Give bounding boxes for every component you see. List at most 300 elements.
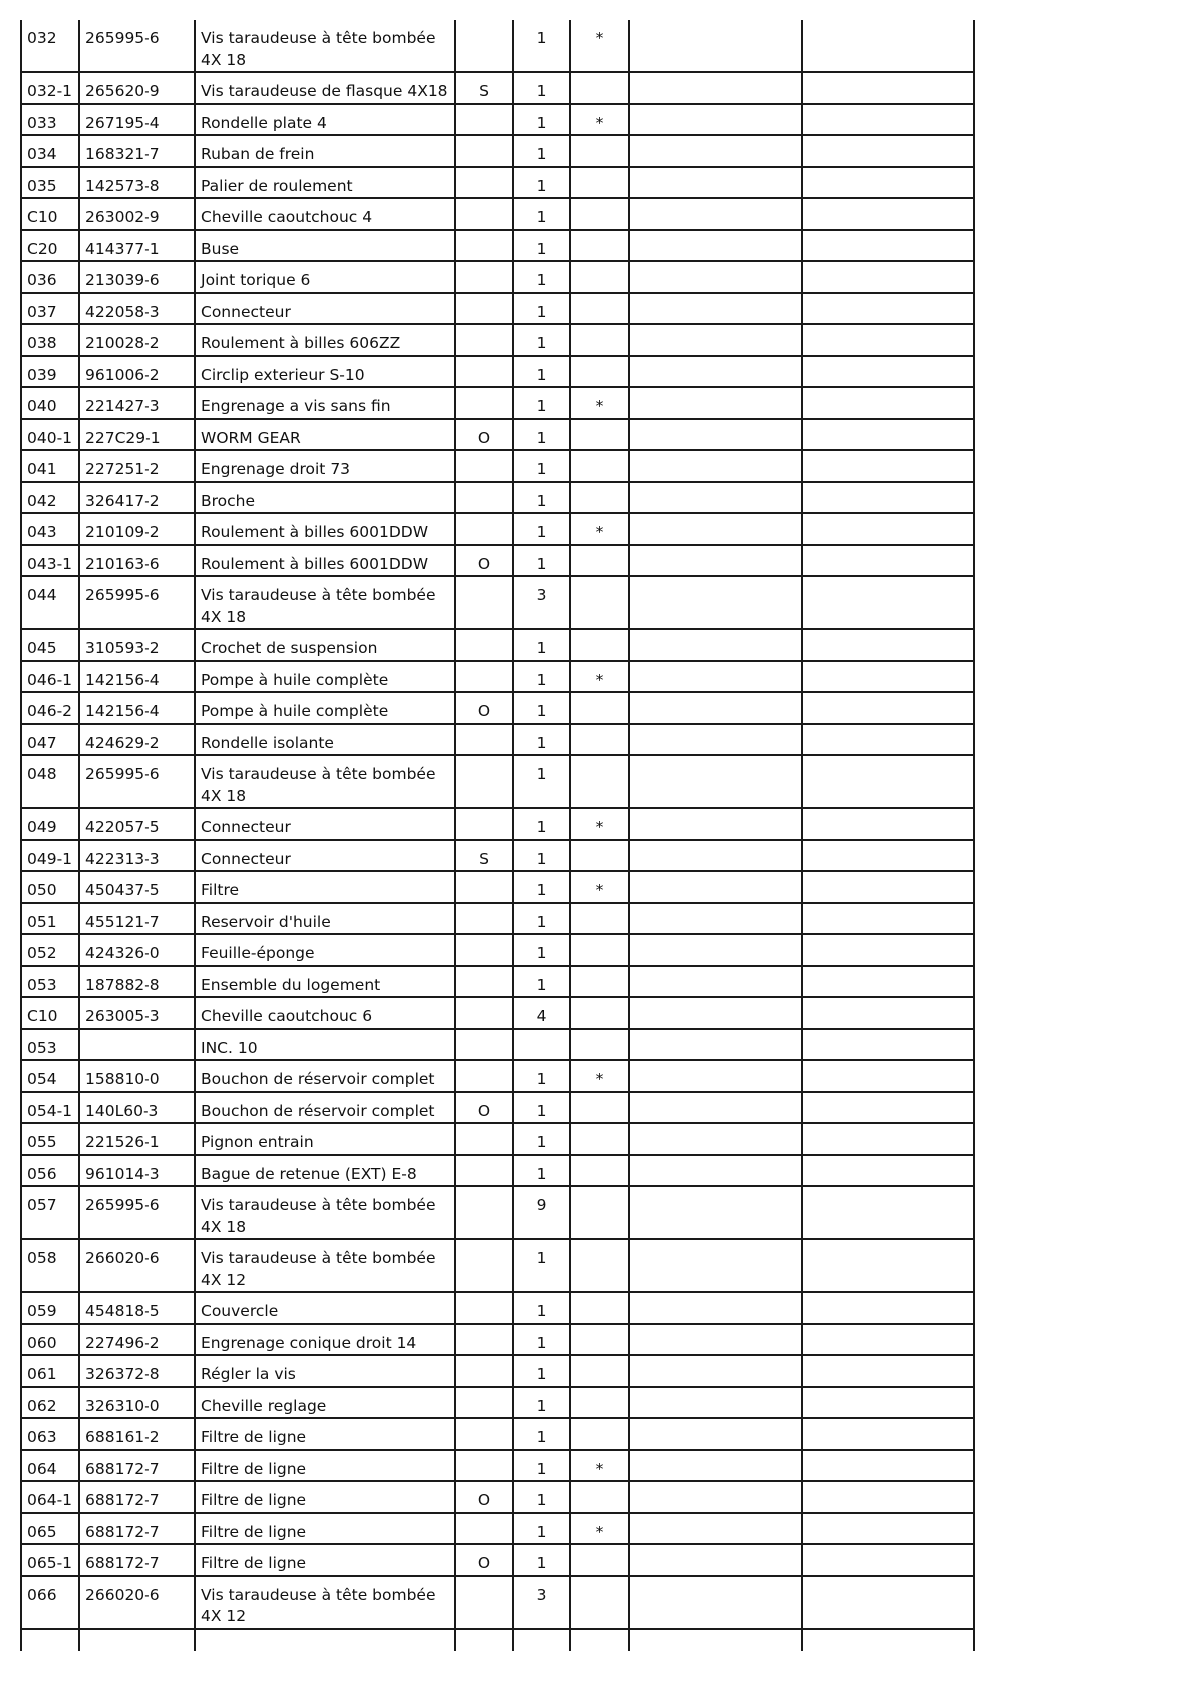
extra-2-cell [802,1239,974,1292]
table-row [21,1155,974,1187]
marker-cell [570,356,629,388]
table-row [21,871,974,903]
table-row [21,1387,974,1419]
marker-cell [570,966,629,998]
description-cell: Vis taraudeuse à tête bombée 4X 18 [195,1186,455,1239]
note-code-cell [455,324,513,356]
table-row [21,72,974,104]
note-code-cell [455,755,513,808]
part-number-cell: 142573-8 [79,167,195,199]
part-number-cell: 688172-7 [79,1450,195,1482]
item-number-cell: 051 [21,903,79,935]
marker-cell [570,1186,629,1239]
extra-1-cell [629,419,802,451]
extra-2-cell [802,482,974,514]
part-number-cell: 265620-9 [79,72,195,104]
note-code-cell [455,1418,513,1450]
note-code-cell [455,1029,513,1061]
extra-1-cell [629,324,802,356]
item-number-cell: 057 [21,1186,79,1239]
note-code-cell: S [455,840,513,872]
item-number-cell: C10 [21,997,79,1029]
marker-cell [570,840,629,872]
marker-cell [570,997,629,1029]
quantity-cell: 1 [513,966,570,998]
marker-cell: * [570,871,629,903]
part-number-cell: 187882-8 [79,966,195,998]
note-code-cell [455,1450,513,1482]
extra-2-cell [802,629,974,661]
marker-cell [570,261,629,293]
part-number-cell: 210109-2 [79,513,195,545]
marker-cell [570,198,629,230]
marker-cell [570,293,629,325]
extra-1-cell [629,482,802,514]
table-row [21,1513,974,1545]
note-code-cell: O [455,692,513,724]
extra-2-cell [802,1576,974,1629]
description-cell: Roulement à billes 6001DDW [195,513,455,545]
quantity-cell [513,1029,570,1061]
item-number-cell: 053 [21,966,79,998]
description-cell: Pompe à huile complète [195,692,455,724]
description-cell: Roulement à billes 6001DDW [195,545,455,577]
marker-cell [570,167,629,199]
description-cell: WORM GEAR [195,419,455,451]
item-number-cell: 060 [21,1324,79,1356]
description-cell: Roulement à billes 606ZZ [195,324,455,356]
quantity-cell: 1 [513,1155,570,1187]
note-code-cell [455,934,513,966]
extra-2-cell [802,997,974,1029]
item-number-cell: 049 [21,808,79,840]
description-cell: Circlip exterieur S-10 [195,356,455,388]
quantity-cell: 1 [513,1387,570,1419]
part-number-cell: 688172-7 [79,1513,195,1545]
part-number-cell: 422058-3 [79,293,195,325]
part-number-cell: 227251-2 [79,450,195,482]
quantity-cell: 1 [513,1060,570,1092]
quantity-cell: 1 [513,545,570,577]
extra-1-cell [629,1239,802,1292]
extra-2-cell [802,104,974,136]
item-number-cell: 039 [21,356,79,388]
note-code-cell [455,135,513,167]
item-number-cell: 046-2 [21,692,79,724]
item-number-cell: 056 [21,1155,79,1187]
note-code-cell [455,198,513,230]
extra-2-cell [802,1387,974,1419]
part-number-cell: 688172-7 [79,1544,195,1576]
description-cell: Pompe à huile complète [195,661,455,693]
marker-cell [570,1092,629,1124]
extra-1-cell [629,1292,802,1324]
table-row [21,1092,974,1124]
extra-1-cell [629,545,802,577]
table-row [21,513,974,545]
description-cell: Vis taraudeuse à tête bombée 4X 18 [195,755,455,808]
table-row [21,1324,974,1356]
description-cell: Filtre de ligne [195,1513,455,1545]
quantity-cell: 1 [513,72,570,104]
item-number-cell: 032 [21,20,79,72]
marker-cell: * [570,661,629,693]
quantity-cell: 1 [513,808,570,840]
description-cell: Filtre de ligne [195,1418,455,1450]
item-number-cell: 055 [21,1123,79,1155]
quantity-cell: 1 [513,1092,570,1124]
extra-1-cell [629,167,802,199]
table-row [21,230,974,262]
table-row [21,1481,974,1513]
table-row [21,450,974,482]
note-code-cell [455,167,513,199]
extra-1-cell [629,755,802,808]
extra-2-cell [802,293,974,325]
description-cell: Engrenage droit 73 [195,450,455,482]
extra-2-cell [802,72,974,104]
part-number-cell: 267195-4 [79,104,195,136]
extra-1-cell [629,1513,802,1545]
item-number-cell: 040 [21,387,79,419]
quantity-cell: 1 [513,230,570,262]
table-row [21,1544,974,1576]
marker-cell: * [570,513,629,545]
marker-cell: * [570,20,629,72]
quantity-cell: 1 [513,1450,570,1482]
quantity-cell: 1 [513,840,570,872]
part-number-cell: 265995-6 [79,20,195,72]
marker-cell [570,1155,629,1187]
table-row [21,198,974,230]
item-number-cell: 062 [21,1387,79,1419]
extra-2-cell [802,871,974,903]
table-row [21,1186,974,1239]
note-code-cell: O [455,419,513,451]
extra-1-cell [629,135,802,167]
marker-cell [570,1324,629,1356]
quantity-cell: 1 [513,167,570,199]
item-number-cell: 041 [21,450,79,482]
marker-cell [570,1576,629,1629]
part-number-cell: 142156-4 [79,661,195,693]
note-code-cell [455,356,513,388]
marker-cell [570,1029,629,1061]
table-row [21,1450,974,1482]
quantity-cell: 1 [513,629,570,661]
part-number-cell: 424326-0 [79,934,195,966]
extra-1-cell [629,1092,802,1124]
item-number-cell: C20 [21,230,79,262]
extra-2-cell [802,230,974,262]
description-cell: Cheville reglage [195,1387,455,1419]
extra-1-cell [629,293,802,325]
description-cell: Joint torique 6 [195,261,455,293]
note-code-cell [455,1513,513,1545]
extra-2-cell [802,419,974,451]
marker-cell [570,629,629,661]
table-row [21,934,974,966]
extra-1-cell [629,513,802,545]
quantity-cell: 1 [513,324,570,356]
table-row [21,724,974,756]
description-cell: Feuille-éponge [195,934,455,966]
description-cell: Cheville caoutchouc 4 [195,198,455,230]
description-cell: Régler la vis [195,1355,455,1387]
extra-1-cell [629,72,802,104]
extra-1-cell [629,1450,802,1482]
description-cell: Reservoir d'huile [195,903,455,935]
part-number-cell: 263005-3 [79,997,195,1029]
note-code-cell [455,1324,513,1356]
note-code-cell [455,293,513,325]
quantity-cell: 1 [513,198,570,230]
table-row [21,1029,974,1061]
table-row [21,419,974,451]
note-code-cell: O [455,1544,513,1576]
part-number-cell: 140L60-3 [79,1092,195,1124]
extra-1-cell [629,840,802,872]
extra-2-cell [802,724,974,756]
marker-cell [570,692,629,724]
note-code-cell [455,1629,513,1651]
description-cell: Rondelle isolante [195,724,455,756]
marker-cell [570,419,629,451]
quantity-cell: 1 [513,661,570,693]
table-row [21,692,974,724]
item-number-cell: 048 [21,755,79,808]
quantity-cell: 1 [513,135,570,167]
marker-cell [570,1481,629,1513]
note-code-cell [455,261,513,293]
extra-1-cell [629,1576,802,1629]
extra-1-cell [629,1155,802,1187]
part-number-cell: 455121-7 [79,903,195,935]
description-cell: Filtre de ligne [195,1481,455,1513]
extra-1-cell [629,576,802,629]
extra-2-cell [802,20,974,72]
note-code-cell [455,576,513,629]
item-number-cell: 065 [21,1513,79,1545]
extra-2-cell [802,198,974,230]
description-cell: Vis taraudeuse à tête bombée 4X 12 [195,1576,455,1629]
extra-1-cell [629,1387,802,1419]
marker-cell [570,1544,629,1576]
marker-cell [570,450,629,482]
marker-cell [570,482,629,514]
extra-2-cell [802,1155,974,1187]
quantity-cell: 1 [513,724,570,756]
marker-cell [570,1123,629,1155]
table-row [21,482,974,514]
description-cell: Vis taraudeuse à tête bombée 4X 18 [195,576,455,629]
part-number-cell: 158810-0 [79,1060,195,1092]
marker-cell: * [570,1060,629,1092]
extra-2-cell [802,387,974,419]
extra-2-cell [802,1324,974,1356]
extra-1-cell [629,1629,802,1651]
item-number-cell: 047 [21,724,79,756]
note-code-cell [455,661,513,693]
description-cell: Rondelle plate 4 [195,104,455,136]
item-number-cell: 036 [21,261,79,293]
table-row [21,104,974,136]
extra-1-cell [629,966,802,998]
extra-2-cell [802,840,974,872]
note-code-cell [455,1292,513,1324]
item-number-cell: 064 [21,1450,79,1482]
marker-cell [570,135,629,167]
table-row [21,261,974,293]
item-number-cell: 064-1 [21,1481,79,1513]
part-number-cell: 266020-6 [79,1576,195,1629]
quantity-cell: 1 [513,1481,570,1513]
table-row [21,324,974,356]
extra-2-cell [802,513,974,545]
quantity-cell: 1 [513,903,570,935]
quantity-cell: 1 [513,104,570,136]
quantity-cell: 1 [513,1513,570,1545]
extra-2-cell [802,661,974,693]
extra-2-cell [802,1029,974,1061]
marker-cell [570,724,629,756]
part-number-cell: 265995-6 [79,1186,195,1239]
extra-2-cell [802,1092,974,1124]
description-cell: Bouchon de réservoir complet [195,1092,455,1124]
extra-1-cell [629,903,802,935]
item-number-cell: 058 [21,1239,79,1292]
extra-2-cell [802,1629,974,1651]
quantity-cell: 3 [513,576,570,629]
extra-2-cell [802,808,974,840]
marker-cell: * [570,1450,629,1482]
part-number-cell: 168321-7 [79,135,195,167]
part-number-cell: 424629-2 [79,724,195,756]
item-number-cell: 053 [21,1029,79,1061]
note-code-cell: O [455,545,513,577]
description-cell: Bouchon de réservoir complet [195,1060,455,1092]
note-code-cell [455,808,513,840]
extra-1-cell [629,1029,802,1061]
marker-cell [570,1355,629,1387]
description-cell: Filtre de ligne [195,1450,455,1482]
quantity-cell: 1 [513,1355,570,1387]
item-number-cell: 043 [21,513,79,545]
quantity-cell: 1 [513,692,570,724]
description-cell [195,1629,455,1651]
extra-1-cell [629,934,802,966]
table-row [21,755,974,808]
note-code-cell [455,903,513,935]
table-row [21,1418,974,1450]
marker-cell [570,1239,629,1292]
marker-cell [570,230,629,262]
description-cell: Couvercle [195,1292,455,1324]
table-row [21,1239,974,1292]
item-number-cell [21,1629,79,1651]
extra-2-cell [802,934,974,966]
item-number-cell: 066 [21,1576,79,1629]
marker-cell [570,934,629,966]
quantity-cell: 3 [513,1576,570,1629]
extra-1-cell [629,450,802,482]
quantity-cell: 1 [513,1418,570,1450]
part-number-cell: 688161-2 [79,1418,195,1450]
part-number-cell [79,1029,195,1061]
description-cell: Ruban de frein [195,135,455,167]
note-code-cell [455,450,513,482]
note-code-cell [455,387,513,419]
description-cell: Buse [195,230,455,262]
note-code-cell [455,966,513,998]
extra-1-cell [629,230,802,262]
item-number-cell: 045 [21,629,79,661]
extra-1-cell [629,1544,802,1576]
extra-2-cell [802,966,974,998]
part-number-cell: 227C29-1 [79,419,195,451]
item-number-cell: 034 [21,135,79,167]
note-code-cell [455,1355,513,1387]
marker-cell [570,1292,629,1324]
table-row [21,840,974,872]
part-number-cell: 688172-7 [79,1481,195,1513]
quantity-cell: 1 [513,356,570,388]
item-number-cell: 052 [21,934,79,966]
extra-2-cell [802,1481,974,1513]
item-number-cell: 061 [21,1355,79,1387]
part-number-cell: 450437-5 [79,871,195,903]
part-number-cell: 961006-2 [79,356,195,388]
description-cell: Vis taraudeuse à tête bombée 4X 12 [195,1239,455,1292]
quantity-cell: 1 [513,387,570,419]
description-cell: Ensemble du logement [195,966,455,998]
quantity-cell: 1 [513,1292,570,1324]
note-code-cell [455,1387,513,1419]
description-cell: Palier de roulement [195,167,455,199]
description-cell: Broche [195,482,455,514]
extra-2-cell [802,356,974,388]
part-number-cell: 326372-8 [79,1355,195,1387]
extra-2-cell [802,576,974,629]
extra-1-cell [629,661,802,693]
description-cell: INC. 10 [195,1029,455,1061]
description-cell: Bague de retenue (EXT) E-8 [195,1155,455,1187]
quantity-cell: 1 [513,482,570,514]
extra-1-cell [629,808,802,840]
table-row [21,1060,974,1092]
marker-cell [570,1629,629,1651]
extra-2-cell [802,1060,974,1092]
item-number-cell: 033 [21,104,79,136]
item-number-cell: 059 [21,1292,79,1324]
part-number-cell: 454818-5 [79,1292,195,1324]
note-code-cell [455,20,513,72]
quantity-cell: 9 [513,1186,570,1239]
note-code-cell [455,104,513,136]
part-number-cell: 265995-6 [79,576,195,629]
part-number-cell: 263002-9 [79,198,195,230]
part-number-cell: 213039-6 [79,261,195,293]
extra-1-cell [629,20,802,72]
parts-table [20,20,975,1651]
description-cell: Filtre [195,871,455,903]
quantity-cell: 1 [513,261,570,293]
item-number-cell: 054-1 [21,1092,79,1124]
quantity-cell: 1 [513,450,570,482]
quantity-cell [513,1629,570,1651]
extra-1-cell [629,104,802,136]
quantity-cell: 1 [513,934,570,966]
